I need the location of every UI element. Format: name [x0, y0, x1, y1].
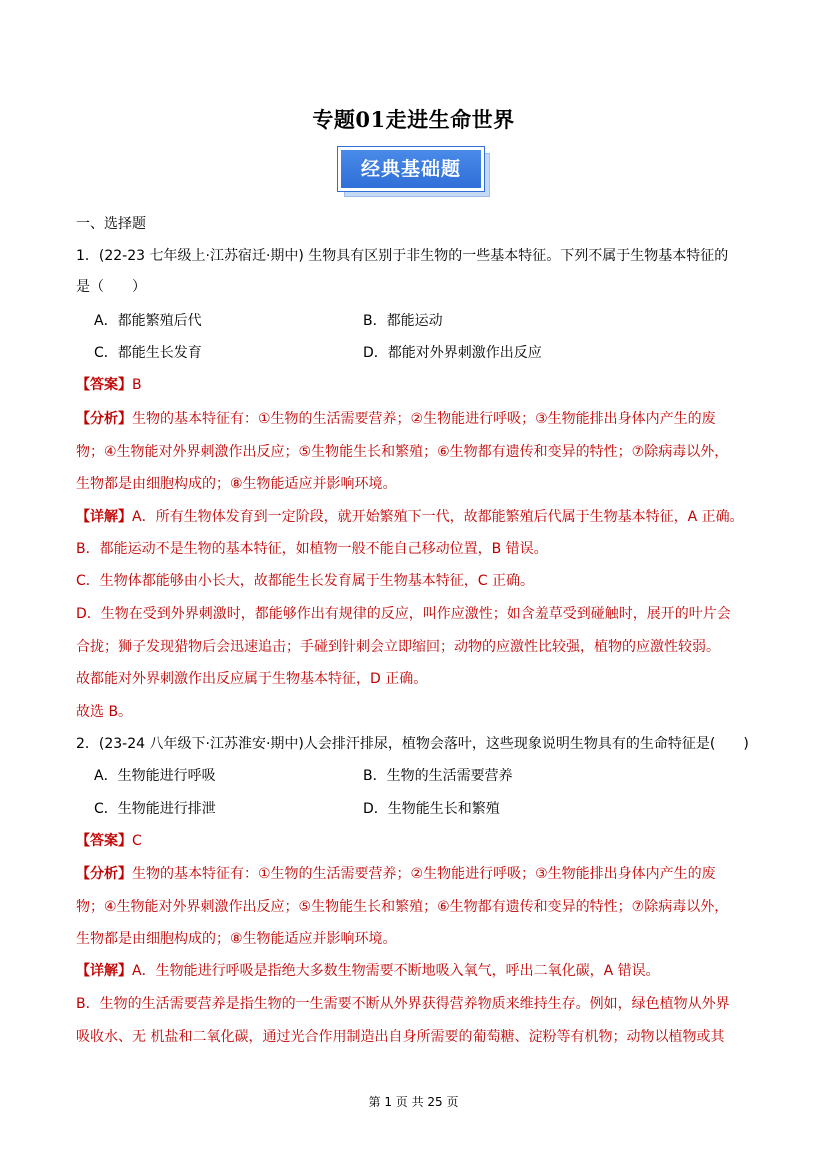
q2-analysis-line-1 — [76, 858, 716, 890]
q1-analysis-text-1: 生物的基本特征有：①生物的生活需要营养；②生物能进行呼吸；③生物能排出身体内产生的废 — [132, 411, 716, 427]
q2-stem-line-1: 2．(23-24 八年级下·江苏淮安·期中)人会排汗排尿，植物会落叶，这些现象说明生物具有的生命特征是( ) — [76, 736, 749, 752]
badge-label: 经典基础题 — [338, 147, 484, 191]
q2-analysis-tag: 【分析】 — [76, 866, 132, 882]
q1-option-a: A．都能繁殖后代 — [94, 313, 202, 329]
q2-option-b: B．生物的生活需要营养 — [363, 768, 513, 784]
q2-detail-text-1: A．生物能进行呼吸是指绝大多数生物需要不断地吸入氧气，呼出二氧化碳，A 错误。 — [132, 963, 660, 979]
q2-answer-tag: 【答案】 — [76, 833, 132, 849]
q1-detail-line-3: C．生物体都能够由小长大，故都能生长发育属于生物基本特征，C 正确。 — [76, 573, 534, 589]
q1-answer-value: B — [132, 377, 142, 393]
q1-stem-line-1: 1．(22-23 七年级上·江苏宿迁·期中) 生物具有区别于非生物的一些基本特征。下列不属于生物基本特征的 — [76, 248, 729, 264]
q2-option-c: C．生物能进行排泄 — [94, 801, 216, 817]
q2-detail-line-1 — [76, 955, 660, 987]
q2-analysis-line-3: 生物都是由细胞构成的；⑧生物能适应并影响环境。 — [76, 931, 397, 947]
q2-option-d: D．生物能生长和繁殖 — [363, 801, 500, 817]
q1-detail-line-4: D．生物在受到外界刺激时，都能够作出有规律的反应，叫作应激性；如含羞草受到碰触时，展开的叶片会 — [76, 606, 731, 622]
q2-detail-line-2: B．生物的生活需要营养是指生物的一生需要不断从外界获得营养物质来维持生存。例如，绿色植物从外界 — [76, 996, 730, 1012]
q1-detail-line-1 — [76, 501, 744, 533]
q1-stem-line-2: 是（ ） — [76, 279, 146, 295]
q1-analysis-line-2: 物；④生物能对外界刺激作出反应；⑤生物能生长和繁殖；⑥生物都有遗传和变异的特性；⑦除病毒以外， — [76, 444, 729, 460]
q1-answer-tag: 【答案】 — [76, 377, 132, 393]
page-title: 专题01走进生命世界 — [312, 107, 515, 132]
q1-detail-line-6: 故都能对外界刺激作出反应属于生物基本特征，D 正确。 — [76, 671, 428, 687]
section-badge — [338, 147, 492, 199]
q1-detail-text-1: A．所有生物体发育到一定阶段，就开始繁殖下一代，故都能繁殖后代属于生物基本特征，A 正确。 — [132, 509, 744, 525]
q1-option-d: D．都能对外界刺激作出反应 — [363, 345, 542, 361]
q1-detail-tag: 【详解】 — [76, 509, 132, 525]
q1-option-b: B．都能运动 — [363, 313, 443, 329]
section-heading: 一、选择题 — [76, 216, 146, 232]
q2-detail-line-3: 吸收水、无 机盐和二氧化碳，通过光合作用制造出自身所需要的葡萄糖、淀粉等有机物；动物以植物或其 — [76, 1029, 725, 1045]
q2-answer — [76, 825, 142, 857]
q1-analysis-line-1 — [76, 403, 716, 435]
q1-analysis-tag: 【分析】 — [76, 411, 132, 427]
q2-answer-value: C — [132, 833, 142, 849]
page-number: 第 1 页 共 25 页 — [368, 1095, 459, 1109]
q1-conclusion: 故选 B。 — [76, 704, 133, 720]
q1-analysis-line-3: 生物都是由细胞构成的；⑧生物能适应并影响环境。 — [76, 476, 397, 492]
q2-analysis-line-2: 物；④生物能对外界刺激作出反应；⑤生物能生长和繁殖；⑥生物都有遗传和变异的特性；⑦除病毒以外， — [76, 899, 729, 915]
q1-option-c: C．都能生长发育 — [94, 345, 202, 361]
q2-option-a: A．生物能进行呼吸 — [94, 768, 216, 784]
q1-detail-line-5: 合拢；狮子发现猎物后会迅速追击；手碰到针刺会立即缩回；动物的应激性比较强，植物的应激性较弱。 — [76, 639, 720, 655]
q1-detail-line-2: B．都能运动不是生物的基本特征，如植物一般不能自己移动位置，B 错误。 — [76, 541, 548, 557]
q2-analysis-text-1: 生物的基本特征有：①生物的生活需要营养；②生物能进行呼吸；③生物能排出身体内产生的废 — [132, 866, 716, 882]
q2-detail-tag: 【详解】 — [76, 963, 132, 979]
q1-answer — [76, 369, 142, 401]
